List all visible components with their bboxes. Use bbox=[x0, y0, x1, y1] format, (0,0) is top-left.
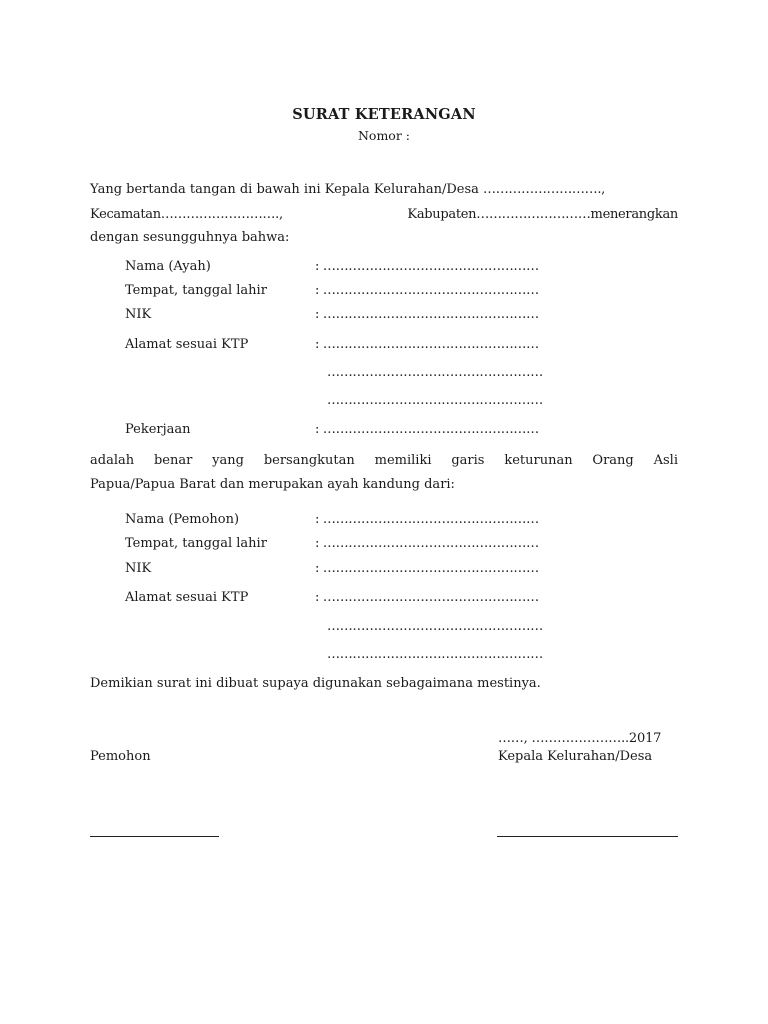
middle-line-1: adalah benar yang bersangkutan memiliki garis keturunan Orang Asli bbox=[90, 453, 678, 468]
document-number: Nomor : bbox=[357, 128, 410, 143]
intro-line-2 bbox=[90, 208, 678, 221]
intro-district: Kecamatan………………………., bbox=[90, 207, 283, 222]
intro-line-3: dengan sesungguhnya bahwa: bbox=[90, 230, 290, 245]
applicant-nik-field: : …………………………………………… bbox=[315, 561, 539, 576]
father-address-label: Alamat sesuai KTP bbox=[125, 337, 249, 352]
intro-village-blank: ………………………., bbox=[483, 182, 605, 197]
intro-text: Yang bertanda tangan di bawah ini Kepala Kelurahan/Desa bbox=[90, 182, 479, 197]
applicant-nik-label: NIK bbox=[125, 561, 152, 576]
applicant-address-field: : …………………………………………… bbox=[315, 590, 539, 605]
middle-line-2: Papua/Papua Barat dan merupakan ayah kandung dari: bbox=[90, 477, 455, 492]
intro-regency: Kabupaten………………………menerangkan bbox=[407, 207, 678, 222]
applicant-birth-label: Tempat, tanggal lahir bbox=[125, 536, 267, 551]
father-address-field-3: …………………………………………… bbox=[327, 393, 543, 408]
father-name-field: : …………………………………………… bbox=[315, 259, 539, 274]
father-job-label: Pekerjaan bbox=[125, 422, 191, 437]
official-signature-label: Kepala Kelurahan/Desa bbox=[498, 749, 653, 764]
document-title: SURAT KETERANGAN bbox=[292, 106, 476, 123]
applicant-address-label: Alamat sesuai KTP bbox=[125, 590, 249, 605]
father-address-field-2: …………………………………………… bbox=[327, 365, 543, 380]
intro-line-1 bbox=[90, 183, 605, 196]
applicant-name-label: Nama (Pemohon) bbox=[125, 512, 240, 527]
father-birth-label: Tempat, tanggal lahir bbox=[125, 283, 267, 298]
closing-statement: Demikian surat ini dibuat supaya digunakan sebagaimana mestinya. bbox=[90, 676, 541, 691]
signature-date: ……, …………………..2017 bbox=[498, 731, 662, 746]
official-signature-line bbox=[497, 836, 678, 837]
applicant-signature-line bbox=[90, 836, 219, 837]
applicant-address-field-2: …………………………………………… bbox=[327, 619, 543, 634]
father-nik-field: : …………………………………………… bbox=[315, 307, 539, 322]
father-birth-field: : …………………………………………… bbox=[315, 283, 539, 298]
applicant-address-field-3: …………………………………………… bbox=[327, 647, 543, 662]
father-address-field: : …………………………………………… bbox=[315, 337, 539, 352]
father-name-label: Nama (Ayah) bbox=[125, 259, 211, 274]
applicant-name-field: : …………………………………………… bbox=[315, 512, 539, 527]
applicant-signature-label: Pemohon bbox=[90, 749, 151, 764]
father-job-field: : …………………………………………… bbox=[315, 422, 539, 437]
applicant-birth-field: : …………………………………………… bbox=[315, 536, 539, 551]
father-nik-label: NIK bbox=[125, 307, 152, 322]
